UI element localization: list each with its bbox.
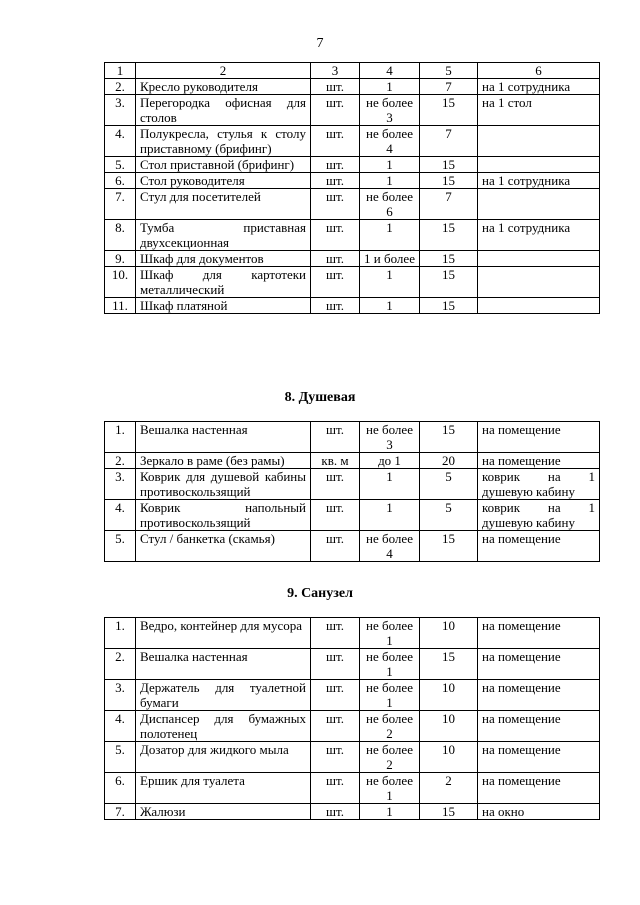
note: на помещение [478,453,600,469]
quantity: не более 1 [360,618,420,649]
unit-of-measure: шт. [311,251,360,267]
row-number: 3. [105,469,136,500]
service-life-years: 5 [420,500,478,531]
table-row [105,680,600,711]
column-number-1: 1 [105,63,136,79]
table-row [105,711,600,742]
note: на помещение [478,422,600,453]
quantity: не более 4 [360,126,420,157]
note: коврик на 1 душевую кабину [478,469,600,500]
note: на 1 сотрудника [478,173,600,189]
quantity: 1 [360,267,420,298]
unit-of-measure: шт. [311,711,360,742]
unit-of-measure: шт. [311,157,360,173]
item-name: Вешалка настенная [136,422,311,453]
service-life-years: 10 [420,618,478,649]
row-number: 6. [105,773,136,804]
unit-of-measure: кв. м [311,453,360,469]
service-life-years: 15 [420,422,478,453]
section-title-shower: 8. Душевая [284,390,356,405]
row-number: 4. [105,711,136,742]
column-number-5: 5 [420,63,478,79]
note [478,157,600,173]
item-name: Кресло руководителя [136,79,311,95]
quantity: не более 1 [360,649,420,680]
note [478,267,600,298]
unit-of-measure: шт. [311,618,360,649]
unit-of-measure: шт. [311,500,360,531]
service-life-years: 7 [420,79,478,95]
quantity: не более 2 [360,742,420,773]
note: на помещение [478,531,600,562]
quantity: 1 [360,173,420,189]
row-number: 7. [105,189,136,220]
row-number: 6. [105,173,136,189]
furniture-table-office [104,62,600,314]
row-number: 1. [105,618,136,649]
table-row [105,267,600,298]
page-number: 7 [316,36,324,51]
service-life-years: 5 [420,469,478,500]
service-life-years: 15 [420,649,478,680]
item-name: Шкаф платяной [136,298,311,314]
table-row [105,157,600,173]
note [478,298,600,314]
table-row [105,95,600,126]
service-life-years: 15 [420,804,478,820]
service-life-years: 15 [420,531,478,562]
unit-of-measure: шт. [311,173,360,189]
quantity: 1 [360,157,420,173]
item-name: Стул для посетителей [136,189,311,220]
note: на помещение [478,618,600,649]
unit-of-measure: шт. [311,220,360,251]
note: на помещение [478,773,600,804]
row-number: 5. [105,531,136,562]
item-name: Стол руководителя [136,173,311,189]
item-name: Перегородка офисная для столов [136,95,311,126]
service-life-years: 10 [420,680,478,711]
note: коврик на 1 душевую кабину [478,500,600,531]
unit-of-measure: шт. [311,773,360,804]
note [478,189,600,220]
service-life-years: 10 [420,742,478,773]
unit-of-measure: шт. [311,95,360,126]
item-name: Коврик для душевой кабины противоскользящий [136,469,311,500]
table-row [105,773,600,804]
unit-of-measure: шт. [311,189,360,220]
quantity: не более 1 [360,773,420,804]
table-row [105,649,600,680]
note: на помещение [478,711,600,742]
note: на 1 стол [478,95,600,126]
item-name: Ершик для туалета [136,773,311,804]
table-row [105,79,600,95]
table-row [105,173,600,189]
note: на помещение [478,649,600,680]
item-name: Зеркало в раме (без рамы) [136,453,311,469]
table-row [105,220,600,251]
note: на помещение [478,680,600,711]
row-number: 2. [105,453,136,469]
item-name: Ведро, контейнер для мусора [136,618,311,649]
unit-of-measure: шт. [311,469,360,500]
quantity: не более 6 [360,189,420,220]
quantity: не более 3 [360,422,420,453]
table-row [105,742,600,773]
unit-of-measure: шт. [311,267,360,298]
row-number: 2. [105,649,136,680]
column-number-6: 6 [478,63,600,79]
note [478,251,600,267]
service-life-years: 15 [420,251,478,267]
service-life-years: 15 [420,267,478,298]
table-row [105,453,600,469]
row-number: 2. [105,79,136,95]
note: на 1 сотрудника [478,220,600,251]
row-number: 5. [105,157,136,173]
quantity: 1 [360,469,420,500]
service-life-years: 2 [420,773,478,804]
service-life-years: 15 [420,298,478,314]
row-number: 5. [105,742,136,773]
quantity: до 1 [360,453,420,469]
quantity: 1 [360,804,420,820]
table-row [105,251,600,267]
note [478,126,600,157]
item-name: Полукресла, стулья к столу приставному (брифинг) [136,126,311,157]
unit-of-measure: шт. [311,531,360,562]
row-number: 8. [105,220,136,251]
row-number: 11. [105,298,136,314]
item-name: Тумба приставная двухсекционная [136,220,311,251]
table-row [105,804,600,820]
note: на окно [478,804,600,820]
quantity: 1 и более [360,251,420,267]
table-row [105,469,600,500]
quantity: не более 1 [360,680,420,711]
row-number: 7. [105,804,136,820]
quantity: 1 [360,220,420,251]
table-row [105,422,600,453]
table-row [105,500,600,531]
service-life-years: 7 [420,189,478,220]
row-number: 4. [105,126,136,157]
furniture-table-shower [104,421,600,562]
item-name: Держатель для туалетной бумаги [136,680,311,711]
quantity: 1 [360,500,420,531]
item-name: Вешалка настенная [136,649,311,680]
table-row [105,126,600,157]
item-name: Стол приставной (брифинг) [136,157,311,173]
quantity: не более 2 [360,711,420,742]
row-number: 9. [105,251,136,267]
column-number-4: 4 [360,63,420,79]
table-header-row [105,63,600,79]
item-name: Диспансер для бумажных полотенец [136,711,311,742]
row-number: 4. [105,500,136,531]
service-life-years: 15 [420,157,478,173]
table-row [105,618,600,649]
row-number: 10. [105,267,136,298]
row-number: 1. [105,422,136,453]
service-life-years: 15 [420,173,478,189]
quantity: не более 4 [360,531,420,562]
unit-of-measure: шт. [311,680,360,711]
unit-of-measure: шт. [311,804,360,820]
column-number-2: 2 [136,63,311,79]
unit-of-measure: шт. [311,422,360,453]
column-number-3: 3 [311,63,360,79]
service-life-years: 15 [420,220,478,251]
quantity: 1 [360,79,420,95]
item-name: Шкаф для картотеки металлический [136,267,311,298]
item-name: Коврик напольный противоскользящий [136,500,311,531]
unit-of-measure: шт. [311,742,360,773]
unit-of-measure: шт. [311,649,360,680]
table-row [105,189,600,220]
item-name: Дозатор для жидкого мыла [136,742,311,773]
row-number: 3. [105,95,136,126]
service-life-years: 15 [420,95,478,126]
quantity: не более 3 [360,95,420,126]
item-name: Стул / банкетка (скамья) [136,531,311,562]
furniture-table-bathroom [104,617,600,820]
section-title-bathroom: 9. Санузел [287,586,353,601]
quantity: 1 [360,298,420,314]
unit-of-measure: шт. [311,79,360,95]
note: на 1 сотрудника [478,79,600,95]
table-row [105,298,600,314]
service-life-years: 10 [420,711,478,742]
unit-of-measure: шт. [311,126,360,157]
table-row [105,531,600,562]
unit-of-measure: шт. [311,298,360,314]
note: на помещение [478,742,600,773]
row-number: 3. [105,680,136,711]
item-name: Жалюзи [136,804,311,820]
service-life-years: 7 [420,126,478,157]
item-name: Шкаф для документов [136,251,311,267]
service-life-years: 20 [420,453,478,469]
